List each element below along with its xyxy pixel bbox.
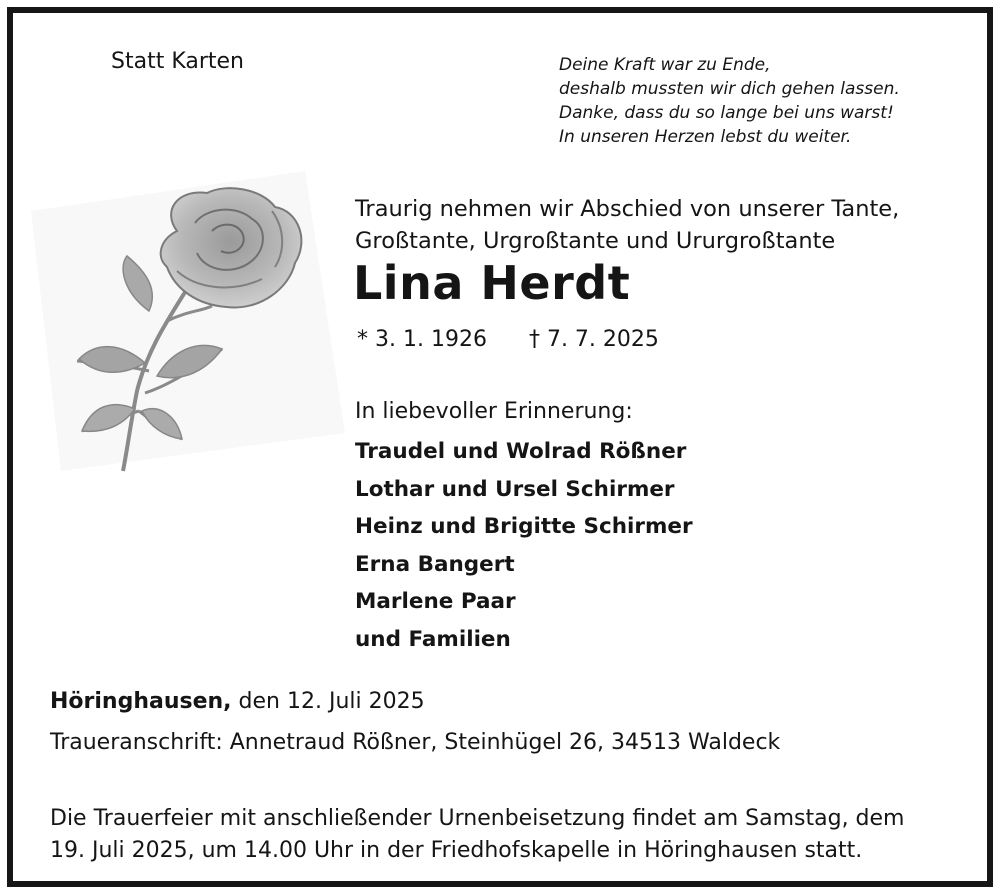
intro-line: Traurig nehmen wir Abschied von unserer Tante, bbox=[355, 196, 900, 222]
mourner: Heinz und Brigitte Schirmer bbox=[355, 514, 693, 540]
poem-line: Danke, dass du so lange bei uns warst! bbox=[559, 103, 894, 123]
poem-line: In unseren Herzen lebst du weiter. bbox=[559, 127, 852, 147]
mourning-address: Traueranschrift: Annetraud Rößner, Steinhügel 26, 34513 Waldeck bbox=[50, 730, 781, 755]
mourner: Traudel und Wolrad Rößner bbox=[355, 439, 687, 464]
statt-karten-label: Statt Karten bbox=[111, 49, 244, 74]
remembrance-label: In liebevoller Erinnerung: bbox=[355, 399, 633, 424]
poem-line: Deine Kraft war zu Ende, bbox=[559, 55, 771, 75]
ceremony-info bbox=[50, 803, 905, 867]
deceased-name: Lina Herdt bbox=[353, 256, 631, 310]
notice-date: den 12. Juli 2025 bbox=[231, 689, 425, 714]
ceremony-line: Die Trauerfeier mit anschließender Urnenbeisetzung findet am Samstag, dem bbox=[50, 806, 905, 831]
mourner: und Familien bbox=[355, 626, 511, 652]
intro-text bbox=[355, 193, 899, 257]
poem bbox=[559, 53, 900, 149]
intro-line: Großtante, Urgroßtante und Ururgroßtante bbox=[355, 228, 836, 254]
mourners-list bbox=[355, 433, 693, 659]
place-date-line bbox=[50, 689, 425, 714]
place-name: Höringhausen, bbox=[50, 689, 232, 714]
rose-icon bbox=[27, 171, 345, 483]
obituary-frame bbox=[7, 7, 993, 887]
life-dates bbox=[357, 327, 659, 352]
mourner: Marlene Paar bbox=[355, 589, 516, 615]
mourner: Erna Bangert bbox=[355, 551, 515, 577]
mourner: Lothar und Ursel Schirmer bbox=[355, 476, 675, 502]
poem-line: deshalb mussten wir dich gehen lassen. bbox=[559, 79, 900, 99]
ceremony-line: 19. Juli 2025, um 14.00 Uhr in der Friedhofskapelle in Höringhausen statt. bbox=[50, 838, 863, 863]
death-date: † 7. 7. 2025 bbox=[528, 327, 659, 352]
birth-date: * 3. 1. 1926 bbox=[357, 327, 487, 352]
